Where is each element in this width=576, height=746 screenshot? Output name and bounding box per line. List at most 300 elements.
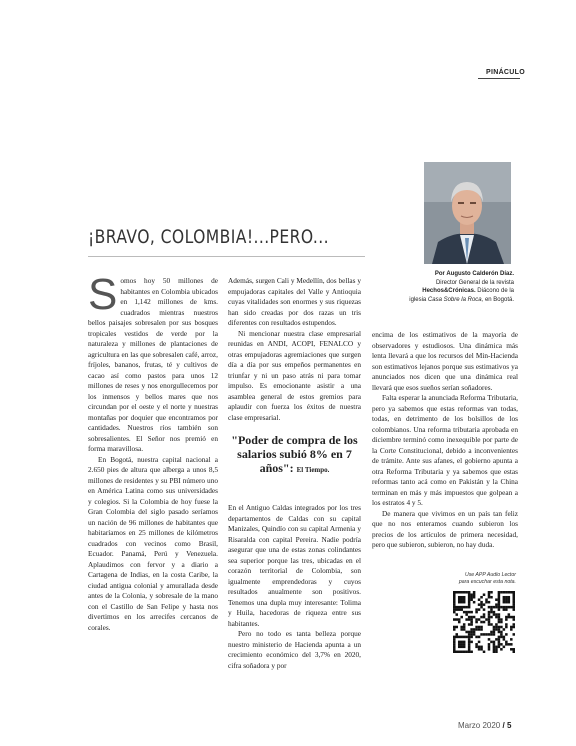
qr-module bbox=[493, 613, 496, 616]
article-column-3 bbox=[372, 330, 518, 551]
app-note-line1: Use APP Audio Lector bbox=[464, 572, 516, 578]
qr-module bbox=[510, 628, 513, 631]
qr-module bbox=[453, 636, 456, 639]
qr-module bbox=[483, 608, 486, 611]
qr-module bbox=[455, 618, 458, 621]
qr-module bbox=[470, 618, 473, 621]
qr-module bbox=[500, 643, 503, 646]
qr-module bbox=[468, 636, 471, 639]
qr-module bbox=[500, 636, 503, 639]
qr-module bbox=[490, 631, 493, 634]
qr-module bbox=[468, 616, 471, 619]
qr-module bbox=[480, 616, 483, 619]
qr-module bbox=[488, 618, 491, 621]
qr-module bbox=[453, 606, 456, 609]
qr-module bbox=[510, 643, 513, 646]
section-rule bbox=[478, 78, 520, 79]
qr-module bbox=[500, 606, 503, 609]
qr-module bbox=[460, 608, 463, 611]
author-byline bbox=[396, 270, 514, 304]
page-footer bbox=[458, 721, 511, 730]
qr-module bbox=[488, 621, 491, 624]
qr-module bbox=[465, 606, 468, 609]
qr-module bbox=[488, 623, 491, 626]
paragraph-text: omos hoy 50 millones de habitantes en Colombia ubicados en 1,142 millones de kms. cuadrados mientras nuestros bellos paisajes sobresalen por sus bosques tropicales vestidos de verde por la naturaleza y millones de plantaciones de agricultura en las que sobresalen café, arroz, fríjoles, bananos, frutas, té y cultivos de cacao así como pastos para unos 12 millones de reses y nos enorgullecemos por los inmensos y bellos mares que nos circundan por el oeste y el norte y nuestras montañas por doquier que encontramos por cantidades. Nuestros ríos también son sobresalientes. El Señor nos premió en forma maravillosa. bbox=[88, 276, 218, 453]
paragraph: Falta esperar la anunciada Reforma Tributaria, pero ya sabemos que estas reformas van todas, todas, en detrimento de los bolsillos de los colombianos. Una reforma tributaria aprobada en diciembre terminó como inexequible por parte de la Corte Constitucional, debido a inconvenientes de trámite. Ante sus afanes, el gobierno apunta a otra Reforma Tributaria y ya sabemos que estas reformas tanto acá como en Pakistán y la China terminan en más y más impuestos que golpean a los estratos 4 y 5. bbox=[372, 393, 518, 507]
qr-module bbox=[470, 631, 473, 634]
article-column-2 bbox=[228, 276, 361, 423]
qr-module bbox=[468, 611, 471, 614]
qr-module bbox=[478, 618, 481, 621]
qr-module bbox=[513, 601, 515, 604]
qr-module bbox=[455, 608, 458, 611]
qr-module bbox=[498, 638, 501, 641]
qr-module bbox=[503, 606, 506, 609]
app-note-line2: para escuchar esta nota. bbox=[458, 578, 516, 585]
qr-module bbox=[505, 591, 508, 594]
section-label: PINÁCULO bbox=[486, 69, 525, 76]
qr-module bbox=[508, 596, 511, 599]
qr-module bbox=[508, 591, 511, 594]
qr-module bbox=[478, 648, 481, 651]
qr-module bbox=[455, 626, 458, 629]
qr-module bbox=[460, 598, 463, 601]
qr-module bbox=[493, 633, 496, 636]
qr-module bbox=[460, 591, 463, 594]
qr-module bbox=[493, 648, 496, 651]
qr-module bbox=[498, 601, 501, 604]
qr-module bbox=[475, 608, 478, 611]
qr-module bbox=[473, 633, 476, 636]
qr-module bbox=[488, 601, 491, 604]
qr-module bbox=[453, 626, 456, 629]
qr-module bbox=[495, 648, 498, 651]
qr-module bbox=[463, 643, 466, 646]
qr-module bbox=[473, 591, 476, 594]
qr-module bbox=[468, 648, 471, 651]
qr-module bbox=[488, 616, 491, 619]
qr-module bbox=[470, 596, 473, 599]
qr-module bbox=[495, 616, 498, 619]
qr-module bbox=[490, 623, 493, 626]
qr-module bbox=[478, 646, 481, 649]
qr-module bbox=[453, 593, 456, 596]
qr-module bbox=[493, 611, 496, 614]
qr-module bbox=[510, 638, 513, 641]
qr-module bbox=[458, 591, 461, 594]
qr-module bbox=[483, 613, 486, 616]
qr-module bbox=[453, 651, 456, 653]
qr-module bbox=[468, 633, 471, 636]
qr-module bbox=[473, 616, 476, 619]
qr-module bbox=[513, 591, 515, 594]
qr-module bbox=[475, 636, 478, 639]
qr-module bbox=[490, 591, 493, 594]
qr-module bbox=[480, 596, 483, 599]
qr-module bbox=[475, 643, 478, 646]
qr-module bbox=[498, 593, 501, 596]
qr-module bbox=[503, 636, 506, 639]
qr-module bbox=[468, 601, 471, 604]
qr-module bbox=[488, 648, 491, 651]
qr-module bbox=[460, 651, 463, 653]
qr-module bbox=[453, 628, 456, 631]
qr-module bbox=[485, 598, 488, 601]
qr-module bbox=[475, 646, 478, 649]
qr-module bbox=[463, 606, 466, 609]
qr-module bbox=[495, 646, 498, 649]
qr-module bbox=[493, 646, 496, 649]
qr-module bbox=[483, 593, 486, 596]
title-rule bbox=[88, 256, 365, 257]
qr-module bbox=[513, 623, 515, 626]
qr-module bbox=[458, 598, 461, 601]
drop-cap: S bbox=[88, 270, 118, 319]
qr-module bbox=[495, 603, 498, 606]
qr-module bbox=[458, 596, 461, 599]
qr-module bbox=[498, 598, 501, 601]
qr-module bbox=[463, 626, 466, 629]
qr-module bbox=[498, 628, 501, 631]
qr-module bbox=[513, 626, 515, 629]
qr-module bbox=[470, 628, 473, 631]
qr-module bbox=[478, 641, 481, 644]
qr-module bbox=[500, 633, 503, 636]
qr-module bbox=[468, 618, 471, 621]
qr-module bbox=[470, 616, 473, 619]
qr-module bbox=[458, 606, 461, 609]
qr-module bbox=[468, 606, 471, 609]
qr-module bbox=[508, 598, 511, 601]
author-role-line1: Director General de la revista bbox=[435, 279, 514, 286]
qr-module bbox=[453, 641, 456, 644]
qr-module bbox=[488, 611, 491, 614]
qr-module bbox=[470, 641, 473, 644]
qr-module bbox=[483, 651, 486, 653]
qr-code[interactable] bbox=[453, 591, 515, 653]
qr-module bbox=[460, 596, 463, 599]
qr-module bbox=[500, 618, 503, 621]
qr-module bbox=[453, 608, 456, 611]
qr-module bbox=[505, 598, 508, 601]
qr-module bbox=[478, 603, 481, 606]
qr-module bbox=[513, 608, 515, 611]
qr-module bbox=[458, 641, 461, 644]
author-photo bbox=[424, 162, 511, 264]
qr-module bbox=[490, 641, 493, 644]
qr-module bbox=[470, 621, 473, 624]
qr-module bbox=[468, 603, 471, 606]
qr-module bbox=[475, 621, 478, 624]
pull-quote-source: El Tiempo. bbox=[296, 466, 330, 474]
qr-module bbox=[455, 633, 458, 636]
qr-module bbox=[480, 646, 483, 649]
qr-module bbox=[485, 618, 488, 621]
qr-module bbox=[463, 596, 466, 599]
qr-module bbox=[458, 621, 461, 624]
qr-module bbox=[460, 601, 463, 604]
qr-module bbox=[495, 638, 498, 641]
qr-module bbox=[493, 606, 496, 609]
qr-module bbox=[465, 591, 468, 594]
qr-module bbox=[470, 636, 473, 639]
qr-module bbox=[455, 636, 458, 639]
qr-module bbox=[508, 616, 511, 619]
qr-module bbox=[490, 596, 493, 599]
qr-module bbox=[468, 593, 471, 596]
qr-module bbox=[488, 643, 491, 646]
qr-module bbox=[498, 591, 501, 594]
qr-module bbox=[508, 601, 511, 604]
qr-module bbox=[473, 596, 476, 599]
qr-module bbox=[513, 596, 515, 599]
qr-module bbox=[513, 648, 515, 651]
qr-module bbox=[478, 598, 481, 601]
qr-module bbox=[498, 636, 501, 639]
qr-module bbox=[513, 633, 515, 636]
qr-module bbox=[505, 618, 508, 621]
qr-module bbox=[510, 591, 513, 594]
qr-module bbox=[458, 636, 461, 639]
article-column-1 bbox=[88, 270, 218, 633]
qr-module bbox=[495, 606, 498, 609]
audio-app-note bbox=[442, 572, 516, 585]
qr-module bbox=[465, 613, 468, 616]
qr-module bbox=[480, 648, 483, 651]
qr-module bbox=[505, 616, 508, 619]
qr-module bbox=[463, 598, 466, 601]
article-column-2-continued bbox=[228, 503, 361, 671]
pull-quote bbox=[228, 433, 361, 477]
qr-module bbox=[510, 606, 513, 609]
qr-module bbox=[495, 623, 498, 626]
qr-module bbox=[463, 591, 466, 594]
qr-module bbox=[483, 621, 486, 624]
qr-module bbox=[500, 648, 503, 651]
qr-module bbox=[493, 626, 496, 629]
qr-module bbox=[468, 591, 471, 594]
author-role-line2: Diácono de la bbox=[477, 288, 514, 295]
qr-module bbox=[453, 638, 456, 641]
qr-module bbox=[458, 646, 461, 649]
qr-module bbox=[460, 616, 463, 619]
qr-module bbox=[503, 646, 506, 649]
qr-module bbox=[493, 651, 496, 653]
qr-module bbox=[468, 596, 471, 599]
qr-module bbox=[493, 643, 496, 646]
qr-module bbox=[513, 603, 515, 606]
qr-module bbox=[465, 611, 468, 614]
qr-module bbox=[475, 618, 478, 621]
qr-module bbox=[460, 646, 463, 649]
issue-date: Marzo 2020 bbox=[458, 721, 501, 730]
qr-module bbox=[500, 621, 503, 624]
qr-module bbox=[480, 626, 483, 629]
qr-module bbox=[480, 601, 483, 604]
qr-module bbox=[460, 643, 463, 646]
qr-module bbox=[498, 618, 501, 621]
qr-module bbox=[498, 631, 501, 634]
qr-module bbox=[468, 641, 471, 644]
qr-module bbox=[463, 623, 466, 626]
qr-module bbox=[480, 603, 483, 606]
qr-module bbox=[473, 628, 476, 631]
paragraph bbox=[88, 270, 218, 455]
qr-module bbox=[505, 633, 508, 636]
qr-module bbox=[455, 591, 458, 594]
qr-module bbox=[453, 643, 456, 646]
qr-module bbox=[498, 616, 501, 619]
qr-module bbox=[508, 613, 511, 616]
qr-module bbox=[493, 628, 496, 631]
qr-module bbox=[493, 631, 496, 634]
author-church: Casa Sobre la Roca, bbox=[427, 296, 484, 303]
qr-module bbox=[513, 651, 515, 653]
qr-module bbox=[453, 596, 456, 599]
qr-module bbox=[463, 651, 466, 653]
qr-module bbox=[455, 606, 458, 609]
qr-module bbox=[513, 606, 515, 609]
qr-module bbox=[490, 611, 493, 614]
qr-module bbox=[503, 628, 506, 631]
qr-module bbox=[463, 601, 466, 604]
qr-module bbox=[453, 598, 456, 601]
qr-module bbox=[513, 616, 515, 619]
qr-module bbox=[503, 591, 506, 594]
qr-module bbox=[485, 633, 488, 636]
qr-module bbox=[495, 628, 498, 631]
qr-module bbox=[475, 628, 478, 631]
qr-module bbox=[453, 603, 456, 606]
qr-module bbox=[460, 626, 463, 629]
qr-module bbox=[490, 608, 493, 611]
author-publication: Hechos&Crónicas. bbox=[422, 288, 476, 295]
qr-module bbox=[483, 633, 486, 636]
qr-module bbox=[478, 608, 481, 611]
qr-module bbox=[478, 628, 481, 631]
qr-module bbox=[465, 631, 468, 634]
author-church-prefix: iglesia bbox=[409, 296, 427, 303]
qr-module bbox=[465, 651, 468, 653]
qr-module bbox=[505, 641, 508, 644]
qr-module bbox=[498, 643, 501, 646]
qr-module bbox=[480, 633, 483, 636]
paragraph: Pero no todo es tanta belleza porque nuestro ministerio de Hacienda apunta a un crecimiento económico del 3,7% en 2020, cifra soñadora y por bbox=[228, 629, 361, 670]
qr-module bbox=[470, 611, 473, 614]
paragraph: Ni mencionar nuestra clase empresarial reunidas en ANDI, ACOPI, FENALCO y otras empujadoras agremiaciones que surgen día a día por sus empeños permanentes en triunfar y ni un paso atrás ni para tomar impulso. Es emocionante asistir a una asamblea general de estos gremios para aplaudir con fuerza los éxitos de nuestra clase empresarial. bbox=[228, 328, 361, 422]
qr-module bbox=[460, 606, 463, 609]
paragraph: De manera que vivimos en un país tan feliz que no nos enteramos cuando subieron los precios de los artículos de primera necesidad, pero que subieron, subieron, no hay duda. bbox=[372, 508, 518, 549]
qr-module bbox=[510, 648, 513, 651]
qr-module bbox=[468, 651, 471, 653]
qr-module bbox=[458, 651, 461, 653]
paragraph: En Bogotá, nuestra capital nacional a 2.650 pies de altura que alberga a unos 8,5 millones de residentes y su PBI número uno en América Latina como sus universidades y colegios. Si la Colombia de hoy fuese la Gran Colombia del siglo pasado seríamos un nación de 96 millones de habitantes que habitaríamos en 25 millones de kilómetros cuadrados con vecinos como Brasil, Ecuador. Panamá, Perú y Venezuela. Aplaudimos con fervor y a diario a Cartagena de Indias, en la costa Caribe, la ciudad antigua colonial y amurallada desde antes de la Colonia, y sobresale de la mano con el Castillo de San Felipe y hasta nos divertimos en los arrecifes cercanos de corales. bbox=[88, 454, 218, 632]
qr-module bbox=[463, 636, 466, 639]
qr-module bbox=[465, 618, 468, 621]
qr-module bbox=[495, 651, 498, 653]
qr-module bbox=[498, 626, 501, 629]
qr-module bbox=[503, 596, 506, 599]
qr-module bbox=[498, 621, 501, 624]
qr-module bbox=[485, 601, 488, 604]
qr-module bbox=[498, 603, 501, 606]
qr-module bbox=[500, 591, 503, 594]
qr-module bbox=[505, 643, 508, 646]
article-title: ¡BRAVO, COLOMBIA!...PERO... bbox=[88, 226, 329, 248]
qr-module bbox=[480, 606, 483, 609]
qr-module bbox=[488, 613, 491, 616]
qr-module bbox=[458, 618, 461, 621]
qr-module bbox=[470, 651, 473, 653]
footer-separator: / bbox=[502, 721, 505, 730]
qr-module bbox=[498, 641, 501, 644]
qr-module bbox=[505, 623, 508, 626]
qr-module bbox=[468, 631, 471, 634]
qr-module bbox=[463, 641, 466, 644]
qr-module bbox=[463, 646, 466, 649]
qr-module bbox=[470, 598, 473, 601]
qr-module bbox=[470, 623, 473, 626]
qr-module bbox=[468, 623, 471, 626]
qr-module bbox=[500, 626, 503, 629]
qr-module bbox=[513, 618, 515, 621]
qr-module bbox=[490, 616, 493, 619]
qr-module bbox=[495, 613, 498, 616]
qr-module bbox=[460, 628, 463, 631]
qr-module bbox=[463, 628, 466, 631]
qr-module bbox=[488, 593, 491, 596]
qr-module bbox=[458, 601, 461, 604]
qr-module bbox=[498, 646, 501, 649]
qr-module bbox=[488, 638, 491, 641]
page-number: 5 bbox=[506, 721, 512, 730]
qr-module bbox=[475, 626, 478, 629]
qr-module bbox=[498, 608, 501, 611]
qr-module bbox=[505, 606, 508, 609]
qr-module bbox=[460, 636, 463, 639]
qr-module bbox=[453, 648, 456, 651]
qr-module bbox=[483, 603, 486, 606]
qr-module bbox=[498, 596, 501, 599]
qr-module bbox=[480, 621, 483, 624]
qr-module bbox=[495, 598, 498, 601]
qr-module bbox=[460, 641, 463, 644]
qr-module bbox=[505, 601, 508, 604]
qr-module bbox=[470, 633, 473, 636]
qr-module bbox=[510, 626, 513, 629]
qr-module bbox=[468, 598, 471, 601]
author-city: en Bogotá. bbox=[484, 296, 514, 303]
qr-module bbox=[510, 616, 513, 619]
qr-module bbox=[490, 606, 493, 609]
qr-module bbox=[503, 598, 506, 601]
qr-module bbox=[490, 633, 493, 636]
qr-module bbox=[505, 596, 508, 599]
qr-module bbox=[488, 633, 491, 636]
qr-module bbox=[455, 651, 458, 653]
qr-module bbox=[488, 606, 491, 609]
qr-module bbox=[473, 631, 476, 634]
qr-module bbox=[503, 601, 506, 604]
qr-module bbox=[468, 646, 471, 649]
qr-module bbox=[478, 636, 481, 639]
qr-module bbox=[503, 608, 506, 611]
qr-module bbox=[513, 593, 515, 596]
qr-module bbox=[453, 611, 456, 614]
qr-module bbox=[508, 643, 511, 646]
qr-module bbox=[505, 608, 508, 611]
qr-module bbox=[488, 646, 491, 649]
